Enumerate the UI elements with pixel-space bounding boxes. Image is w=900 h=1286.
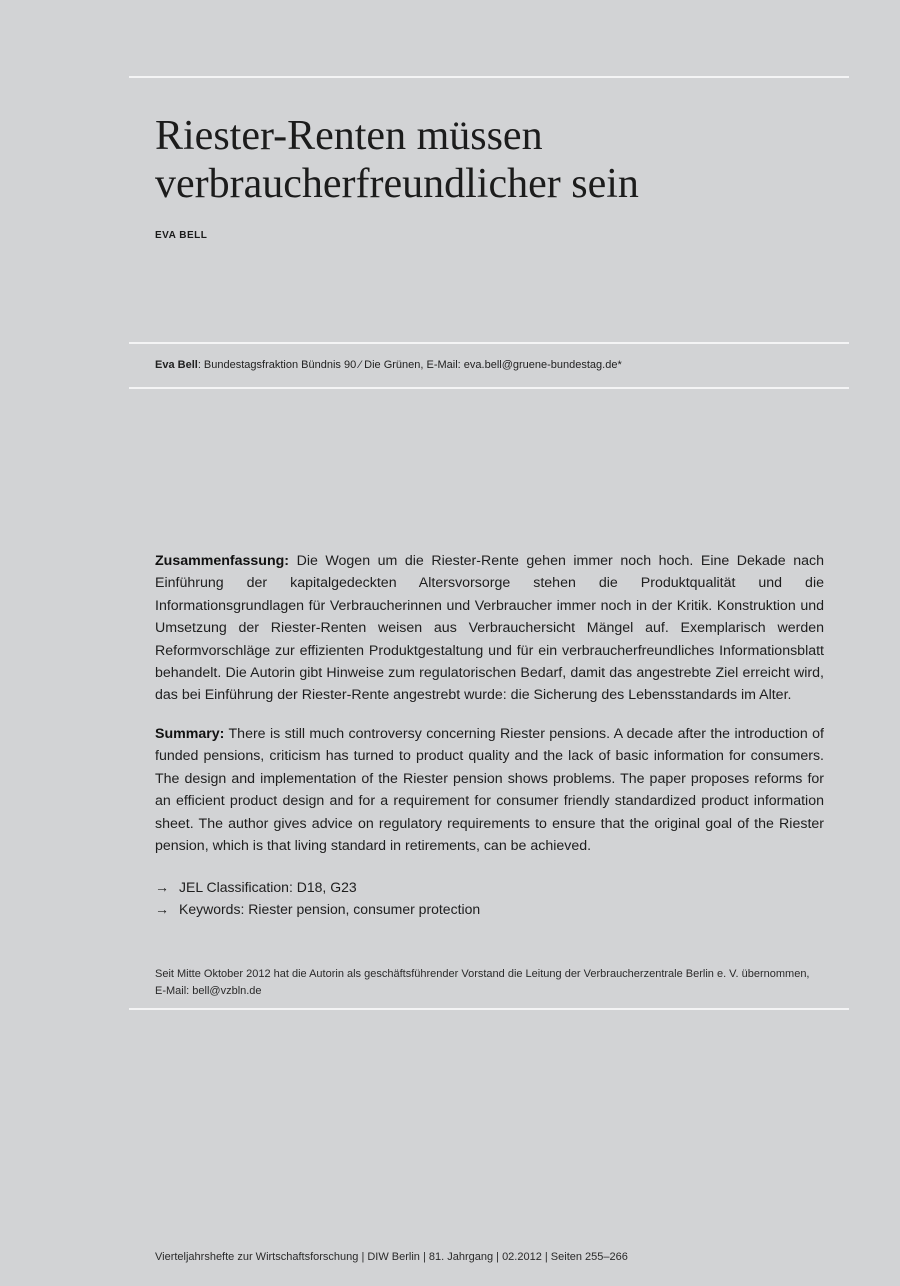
article-title: [155, 112, 835, 208]
title-line-1: Riester-Renten müssen: [155, 113, 543, 159]
author-note-line-2: E-Mail: bell@vzbln.de: [155, 985, 262, 997]
author-note: [155, 966, 825, 1000]
note-bottom-rule: [129, 1008, 849, 1010]
title-line-2: verbraucherfreundlicher sein: [155, 161, 639, 207]
jel-line: [155, 876, 480, 898]
affiliation-top-rule: [129, 342, 849, 344]
abstract-english: [155, 723, 824, 857]
affiliation-bottom-rule: [129, 387, 849, 389]
jel-classification: JEL Classification: D18, G23: [179, 879, 357, 895]
abstract-english-text: There is still much controversy concerning Riester pensions. A decade after the introduction of funded pensions, criticism has turned to product quality and the lack of basic information for consumers. The design and implementation of the Riester pension shows problems. The paper proposes reforms for an efficient product design and for a requirement for consumer friendly standardized product information sheet. The author gives advice on regulatory requirements to ensure that the original goal of the Riester pension, which is that living standard in retirements, can be achieved.: [155, 726, 824, 855]
abstract-german-label: Zusammenfassung:: [155, 553, 290, 569]
keywords-line: [155, 898, 480, 920]
author-affiliation: [155, 359, 845, 371]
abstract-german: [155, 550, 824, 707]
arrow-right-icon: →: [155, 901, 169, 918]
top-rule: [129, 76, 849, 78]
abstract-english-label: Summary:: [155, 726, 225, 742]
author-name: EVA BELL: [155, 230, 208, 241]
abstract-german-text: Die Wogen um die Riester-Rente gehen immer noch hoch. Eine Dekade nach Einführung der kapitalgedeckten Altersvorsorge stehen die Produktqualität und die Informationsgrundlagen für Verbraucherinnen und Verbraucher immer noch in der Kritik. Konstruktion und Umsetzung der Riester-Renten weisen aus Verbrauchersicht Mängel auf. Exemplarisch werden Reformvorschläge zur effizienten Produktgestaltung und für ein verbraucherfreundliches Informationsblatt behandelt. Die Autorin gibt Hinweise zum regulatorischen Bedarf, damit das angestrebte Ziel erreicht wird, das bei Einführung der Riester-Rente angestrebt wurde: die Sicherung des Lebensstandards im Alter.: [155, 553, 824, 704]
author-note-line-1: Seit Mitte Oktober 2012 hat die Autorin als geschäftsführender Vorstand die Leitung der Verbraucherzentrale Berlin e. V. übernommen,: [155, 968, 810, 980]
keywords: Keywords: Riester pension, consumer protection: [179, 901, 481, 918]
affiliation-name: Eva Bell: [155, 359, 198, 371]
journal-footer: Vierteljahrshefte zur Wirtschaftsforschung | DIW Berlin | 81. Jahrgang | 02.2012 | Seiten 255–266: [155, 1251, 628, 1263]
arrow-right-icon: →: [155, 879, 169, 895]
classification-block: [155, 876, 480, 921]
affiliation-text: : Bundestagsfraktion Bündnis 90 ⁄ Die Grünen, E-Mail: eva.bell@gruene-bundestag.de*: [197, 359, 622, 371]
